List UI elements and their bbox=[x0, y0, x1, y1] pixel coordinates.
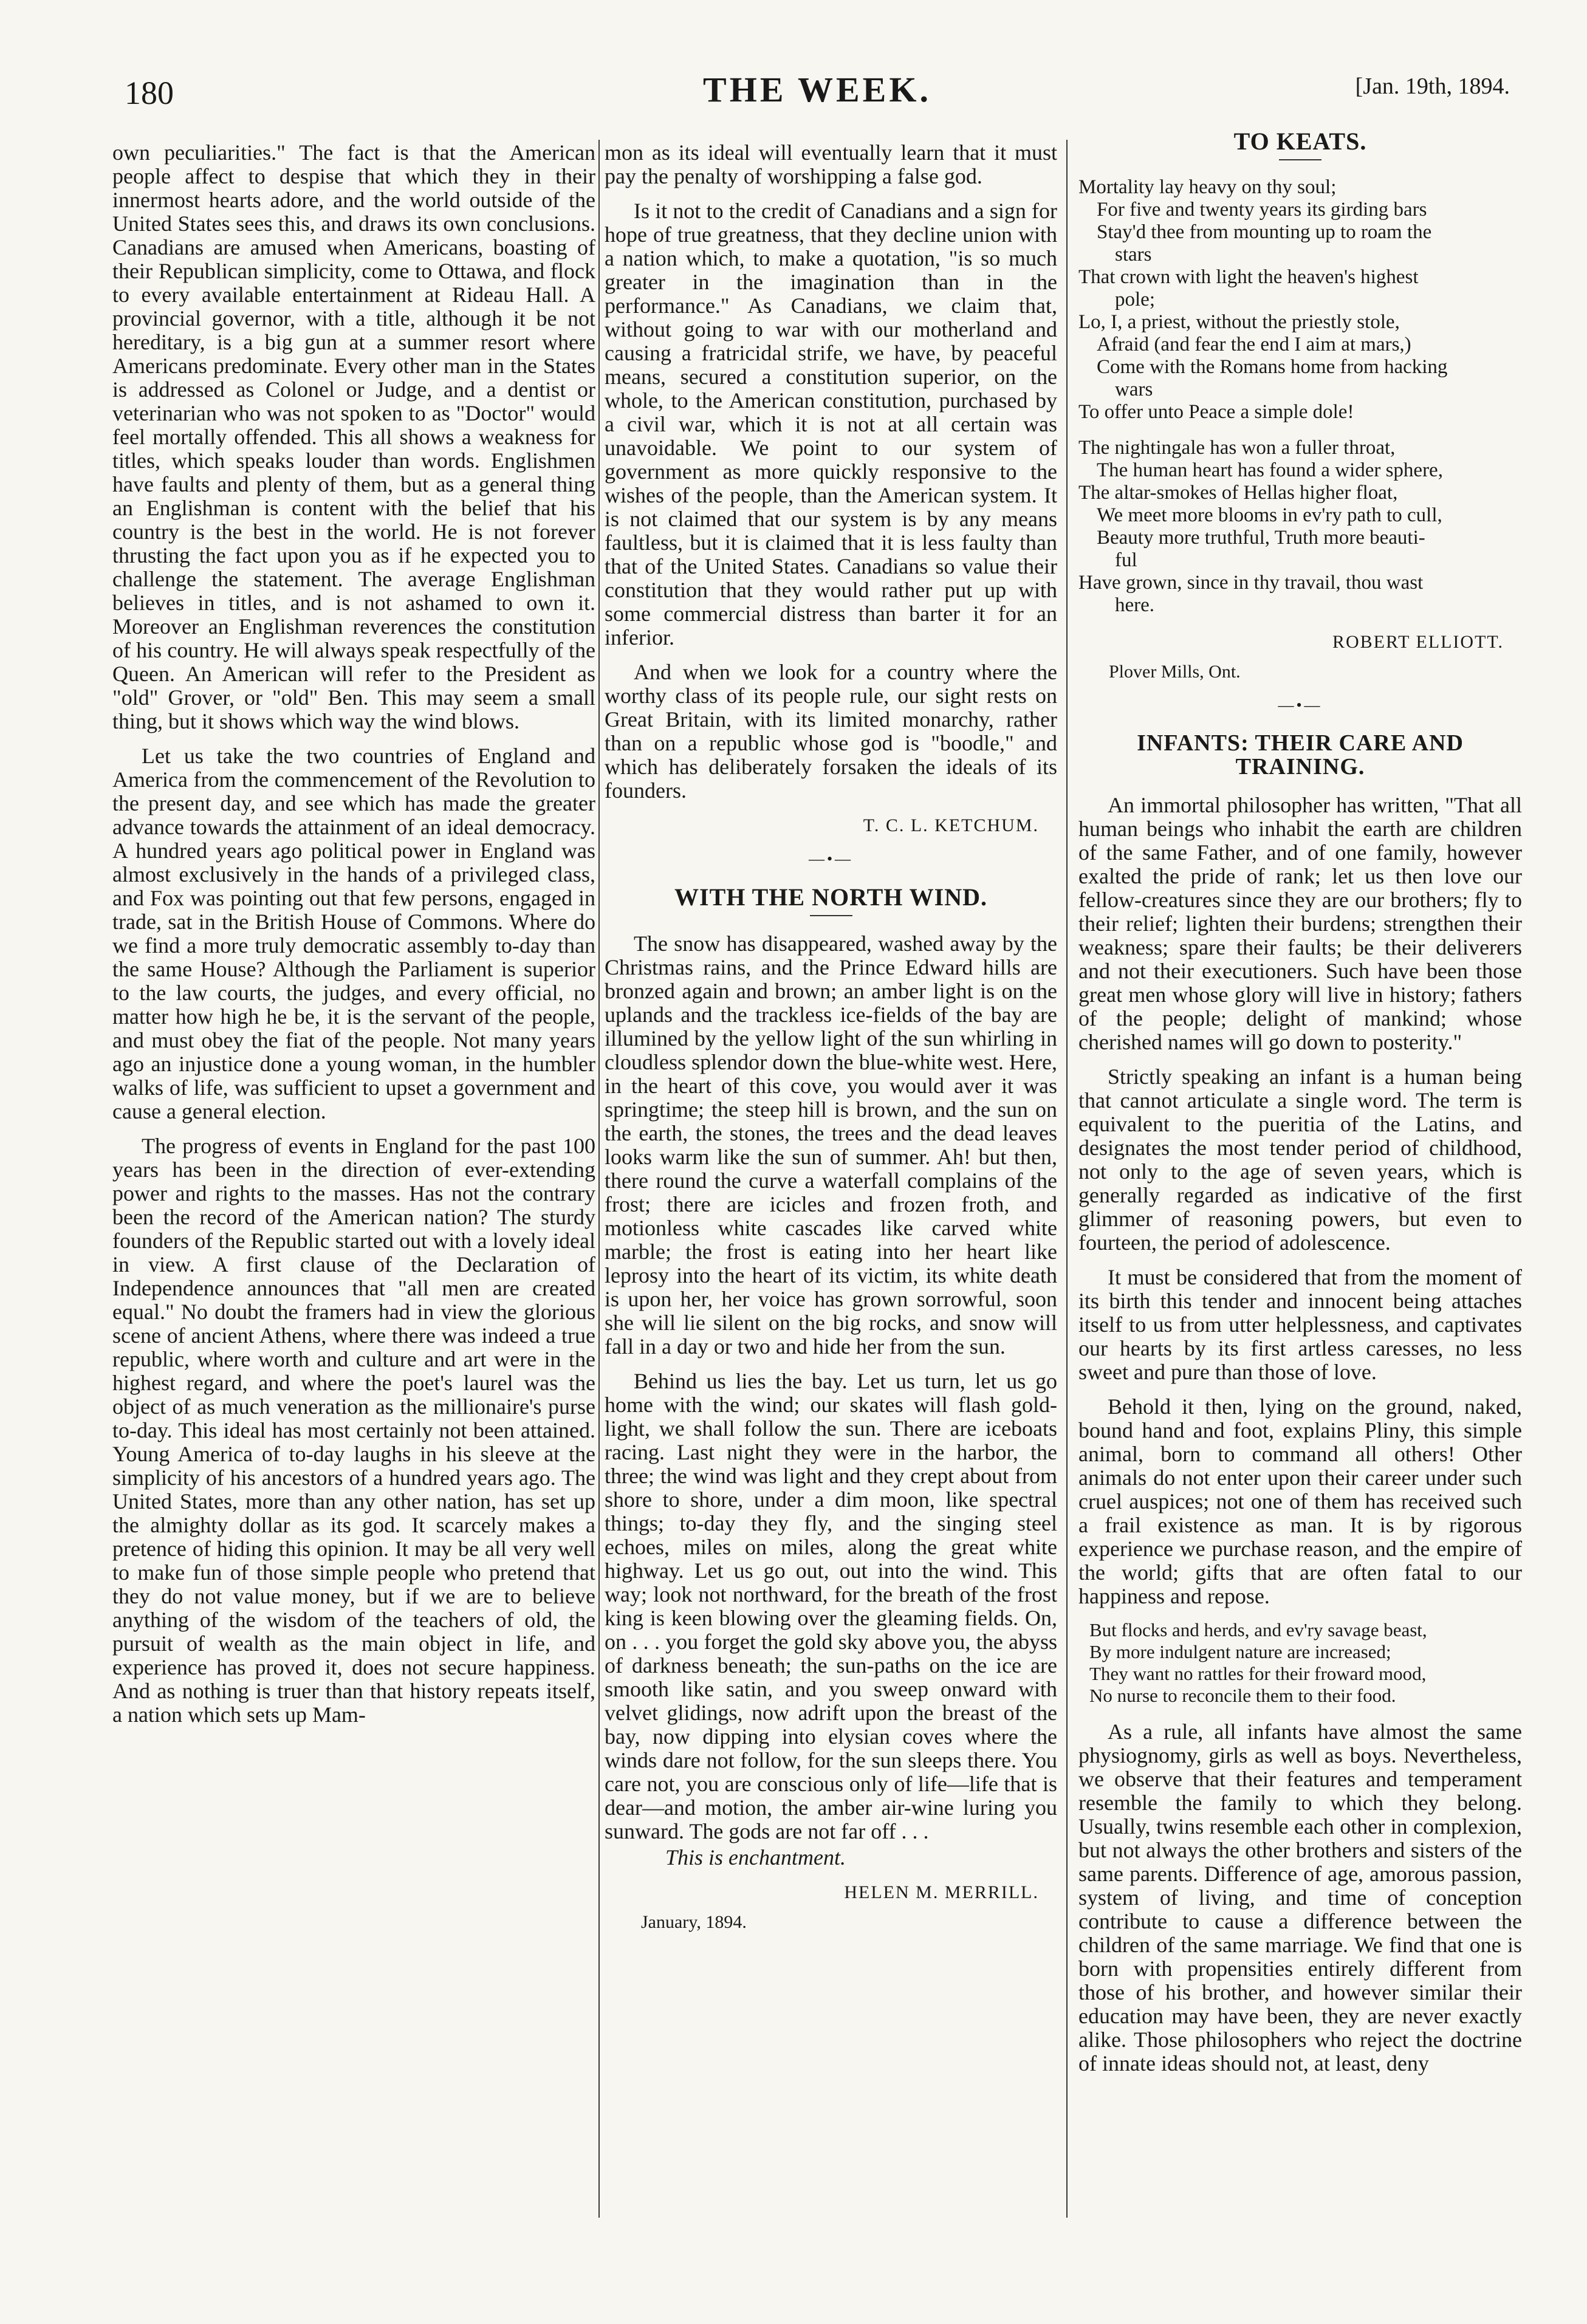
article-paragraph: Strictly speaking an infant is a human being that cannot articulate a single word. The term is equivalent to the pueritia of the Latins, and designates the most tender period of childhood, not only to the age of seven years, which is generally regarded as indicative of the first glimmer of reasoning powers, but even to fourteen, the period of adolescence. bbox=[1078, 1064, 1522, 1255]
poem-line: wars bbox=[1115, 379, 1153, 400]
poem-line: The human heart has found a wider sphere, bbox=[1097, 459, 1443, 481]
poem-signature: ROBERT ELLIOTT. bbox=[1332, 632, 1504, 652]
page-number: 180 bbox=[125, 75, 174, 111]
poem-stanza bbox=[1078, 437, 1522, 617]
article-paragraph: As a rule, all infants have almost the same physiognomy, girls as well as boys. Nevertheless, we observe that their features and temperament resemble the family to which they belong. Usually, twins resemble each other in complexion, but not always the other brothers and sisters of the same parents. Difference of age, amorous passion, system of living, and time of conception contribute to cause a difference between the children of the same marriage. We find that one is born with propensities entirely different from those of his brother, and however similar their education may have been, they are never exactly alike. Those philosophers who reject the doctrine of innate ideas should not, at least, deny bbox=[1078, 1719, 1522, 2075]
poem-place: Plover Mills, Ont. bbox=[1109, 662, 1241, 682]
poem-line: here. bbox=[1115, 594, 1155, 616]
article-paragraph: An immortal philosopher has written, "That all human beings who inhabit the earth are children of the same Father, and of one family, however exalted the pride of rank; let us then love our fellow-creatures since they are our brothers; fly to their relief; lighten their burdens; strengthen their weakness; spare their faults; be their deliverers and not their executioners. Such have been those great men whose glory will live in history; fathers of the people; delight of mankind; whose cherished names will go down to posterity." bbox=[1078, 793, 1522, 1054]
story-closing: This is enchantment. bbox=[665, 1845, 846, 1870]
poem-line: Beauty more truthful, Truth more beauti- bbox=[1097, 527, 1425, 549]
article-paragraph: mon as its ideal will eventually learn that it must pay the penalty of worshipping a false god. bbox=[605, 140, 1057, 188]
verse-line: But flocks and herds, and ev'ry savage beast, bbox=[1089, 1619, 1427, 1640]
title-rule bbox=[1279, 159, 1321, 160]
quoted-verse bbox=[1089, 1619, 1522, 1707]
poem bbox=[1078, 176, 1522, 617]
poem-line: Lo, I, a priest, without the priestly stole, bbox=[1078, 311, 1400, 333]
article-paragraph: Behold it then, lying on the ground, naked, bound hand and foot, explains Pliny, this simple animal, born to command all others! Other animals do not enter upon their career under such cruel auspices; not one of them has received such a frail existence as man. It is by rigorous experience we purchase reason, and the empire of the world; gifts that are often fatal to our happiness and repose. bbox=[1078, 1394, 1522, 1608]
article-paragraph: own peculiarities." The fact is that the American people affect to despise that which they in their innermost hearts adore, and the world outside of the United States sees this, and draws its own conclusions. Canadians are amused when Americans, boasting of their Republican simplicity, come to Ottawa, and flock to every available entertainment at Rideau Hall. A provincial governor, with a title, although it be not hereditary, is a big gun at a summer resort where Americans predominate. Every other man in the States is addressed as Colonel or Judge, and a dentist or veterinarian who was not spoken to as "Doctor" would feel mortally offended. This all shows a weakness for titles, which speaks louder than words. Englishmen have faults and plenty of them, but as a general thing an Englishman is content with the belief that his country is the best in the world. He is not forever thrusting the fact upon you as if he expected you to challenge the statement. The average Englishman believes in titles, and is not ashamed to own it. Moreover an Englishman reverences the constitution of his country. He will always speak respectfully of the Queen. An American will refer to the President as "old" Grover, or "old" Ben. This may seem a small thing, but it shows which way the wind blows. bbox=[112, 140, 595, 733]
poem-line: ful bbox=[1115, 549, 1137, 571]
issue-date: [Jan. 19th, 1894. bbox=[1355, 74, 1510, 99]
column-rule-1 bbox=[598, 140, 600, 2218]
poem-line: pole; bbox=[1115, 289, 1155, 310]
author-signature: T. C. L. KETCHUM. bbox=[863, 815, 1039, 835]
masthead: THE WEEK. bbox=[703, 70, 931, 109]
section-divider: —•— bbox=[1278, 696, 1323, 714]
story-paragraph: The snow has disappeared, washed away by the Christmas rains, and the Prince Edward hills are bronzed again and brown; an amber light is on the uplands and the trackless ice-fields of the bay are illumined by the yellow light of the sun whirling in cloudless splendor down the blue-white west. Here, in the heart of this cove, you would aver it was springtime; the steep hill is brown, and the sun on the earth, the stones, the trees and the dead leaves looks warm like the sun of summer. Ah! but then, there round the curve a waterfall complains of the frost; there are icicles and frozen froth, and motionless white cascades like carved white marble; the frost is eating into her heart like leprosy into the heart of its victim, its white death is upon her, her voice has grown sorrowful, soon she will lie silent on the big rocks, and snow will fall in a day or two and hide her from the sun. bbox=[605, 931, 1057, 1359]
article-paragraph: Let us take the two countries of England and America from the commencement of the Revolution to the present day, and see which has made the greater advance towards the attainment of an ideal democracy. A hundred years ago political power in England was almost exclusively in the hands of a privileged class, and Fox was pointing out that few persons, engaged in trade, sat in the British House of Commons. Where do we find a more truly democratic assembly to-day than the same House? Although the Parliament is superior to the law courts, the judges, and every official, no matter how high he be, it is the servant of the people, and must obey the fiat of the people. Not many years ago an injustice done a young woman, in the humbler walks of life, was sufficient to upset a government and cause a general election. bbox=[112, 744, 595, 1123]
poem-line: The nightingale has won a fuller throat, bbox=[1078, 437, 1396, 459]
poem-line: That crown with light the heaven's highest bbox=[1078, 266, 1419, 288]
story-title: WITH THE NORTH WIND. bbox=[674, 883, 987, 911]
column-3 bbox=[1078, 118, 1522, 2086]
poem-line: stars bbox=[1115, 244, 1152, 266]
poem-title: TO KEATS. bbox=[1233, 128, 1367, 155]
poem-line: Mortality lay heavy on thy soul; bbox=[1078, 176, 1337, 198]
poem-line: Afraid (and fear the end I aim at mars,) bbox=[1097, 334, 1411, 355]
poem-line: Have grown, since in thy travail, thou wast bbox=[1078, 572, 1424, 594]
poem-line: For five and twenty years its girding bars bbox=[1097, 199, 1427, 221]
article-title: INFANTS: THEIR CARE AND TRAINING. bbox=[1137, 730, 1464, 780]
poem-line: The altar-smokes of Hellas higher float, bbox=[1078, 482, 1398, 504]
poem-line: Come with the Romans home from hacking bbox=[1097, 356, 1448, 378]
story-paragraph: Behind us lies the bay. Let us turn, let us go home with the wind; our skates will flash gold-light, we shall follow the sun. There are iceboats racing. Last night they were in the harbor, the three; the wind was light and they crept about from shore to shore, under a dim moon, like spectral things; to-day they fly, and the singing steel echoes, miles on miles, along the great white highway. Let us go out, out into the wind. This way; look not northward, for the breath of the frost king is keen blowing over the gleaming fields. On, on . . . you forget the gold sky above you, the abyss of darkness beneath; the sun-paths on the ice are smooth like satin, and you sweep onward with velvet glidings, now adrift upon the breast of the bay, now dipping into elysian coves where the winds dare not follow, for the sun sleeps there. You care not, you are conscious only of life—life that is dear—and motion, the amber air-wine luring you sunward. The gods are not far off . . . bbox=[605, 1369, 1057, 1843]
poem-line: Stay'd thee from mounting up to roam the bbox=[1097, 221, 1432, 243]
title-rule bbox=[810, 915, 852, 916]
article-paragraph: The progress of events in England for the past 100 years has been in the direction of ever-extending power and rights to the masses. Has not the contrary been the record of the American nation? The sturdy founders of the Republic started out with a lovely ideal in view. A first clause of the Declaration of Independence announces that "all men are created equal." No doubt the framers had in view the glorious scene of ancient Athens, where there was indeed a true republic, where worth and culture and art were in the highest regard, and where the poet's laurel was the object of as much veneration as the millionaire's purse to-day. This ideal has most certainly not been attained. Young America of to-day laughs in his sleeve at the simplicity of his ancestors of a hundred years ago. The United States, more than any other nation, has set up the almighty dollar as its god. It scarcely makes a pretence of hiding this opinion. It may be all very well to make fun of those simple people who pretend that they do not value money, but if we are to believe anything of the wisdom of the teachers of old, the pursuit of wealth as the main object in life, and experience has proved it, does not secure happiness. And as nothing is truer than that history repeats itself, a nation which sets up Mam- bbox=[112, 1134, 595, 1727]
article-paragraph: It must be considered that from the moment of its birth this tender and innocent being attaches itself to us from utter helplessness, and captivates our hearts by its first artless caresses, no less sweet and pure than those of love. bbox=[1078, 1265, 1522, 1384]
article-paragraph: Is it not to the credit of Canadians and a sign for hope of true greatness, that they decline union with a nation which, to make a quotation, "is so much greater in the imagination than in the performance." As Canadians, we claim that, without going to war with our motherland and causing a fratricidal strife, we have, by peaceful means, secured a constitution superior, on the whole, to the American constitution, purchased by a civil war, which it is not at all certain was unavoidable. We point to our system of government as more quickly responsive to the wishes of the people, than the American system. It is not claimed that our system is by any means faultless, but it is claimed that it is less faulty than that of the United States. Canadians so value their constitution that they would rather put up with some commercial distress than barter it for an inferior. bbox=[605, 199, 1057, 650]
verse-line: By more indulgent nature are increased; bbox=[1089, 1641, 1391, 1662]
verse-line: No nurse to reconcile them to their food. bbox=[1089, 1685, 1396, 1706]
poem-line: We meet more blooms in ev'ry path to cull, bbox=[1097, 504, 1442, 526]
verse-line: They want no rattles for their froward mood, bbox=[1089, 1663, 1427, 1684]
column-1 bbox=[112, 141, 595, 1738]
column-rule-2 bbox=[1066, 140, 1068, 2218]
story-dateline: January, 1894. bbox=[641, 1912, 747, 1932]
page-header bbox=[125, 66, 1510, 126]
section-divider: —•— bbox=[808, 850, 854, 868]
poem-line: To offer unto Peace a simple dole! bbox=[1078, 401, 1354, 423]
poem-stanza bbox=[1078, 176, 1522, 423]
column-2 bbox=[605, 141, 1057, 1934]
article-paragraph: And when we look for a country where the worthy class of its people rule, our sight rests on Great Britain, with its limited monarchy, rather than on a republic whose god is "boodle," and which has deliberately forsaken the ideals of its founders. bbox=[605, 660, 1057, 803]
author-signature: HELEN M. MERRILL. bbox=[844, 1882, 1039, 1902]
